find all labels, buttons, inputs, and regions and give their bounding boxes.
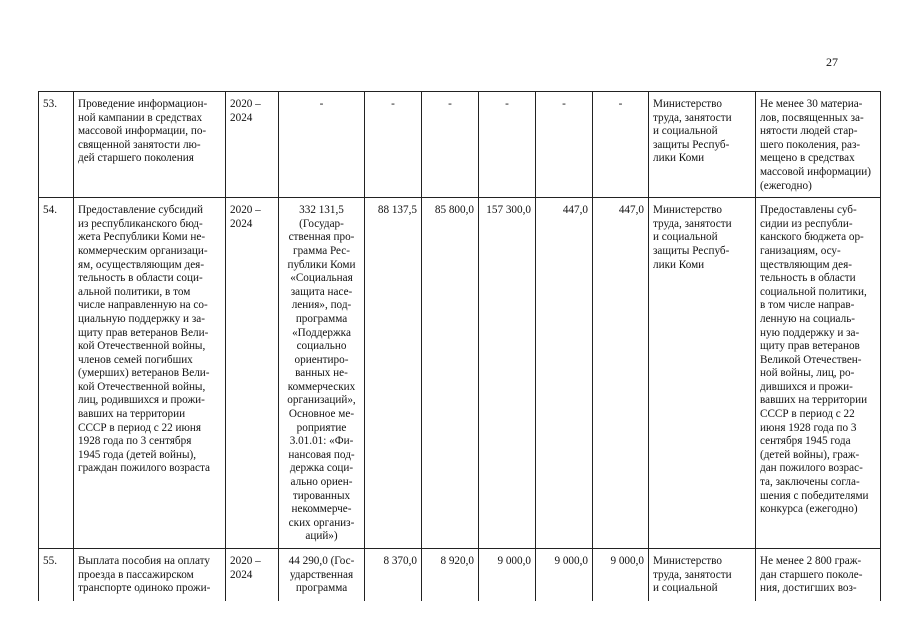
table-row (39, 549, 881, 601)
funding-total: - (319, 98, 324, 110)
table-row (39, 198, 881, 549)
funding-year-2: 8 920,0 (440, 555, 474, 567)
row-number: 54. (43, 204, 57, 217)
executor: Министерство труда, занятости и социальной защиты Респуб- лики Коми (653, 98, 732, 165)
funding-year-2: - (448, 98, 452, 110)
funding-year-5: - (618, 98, 623, 110)
expected-result: Не менее 2 800 граж- дан старшего поколе- ния, достигших воз- (760, 555, 863, 595)
funding-total: 332 131,5 (Государ- ственная про- грамма Рес- публики Коми «Социальная защита насе- ления», под- программа «Поддержка социально ориентиро- ванных не- коммерческих организаций», Основное ме- роприятие 3.01.01: «Фи- нансовая под- держка соци- ально ориен- тированных некоммерче- ских организ- аций») (287, 204, 356, 543)
funding-year-1: 8 370,0 (383, 555, 417, 567)
funding-year-4: - (562, 98, 566, 110)
expected-result: Предоставлены суб- сидии из республи- канского бюджета ор- ганизациям, осу- ществляющим дея- тельность в области социальной политики, в том числе направ- ленную на социаль- ную поддержку и за- щиту прав ветеранов Великой Отечествен- ной войны, лиц, ро- дившихся и прожи- вавших на территории СССР в период с 22 июня 1928 года по 3 сентября 1945 года (детей войны), граж- дан пожилого возрас- та, заключены согла- шения с победителями конкурса (ежегодно) (760, 204, 869, 516)
period: 2020 – 2024 (230, 555, 261, 581)
funding-year-5: 447,0 (618, 204, 644, 217)
row-number: 55. (43, 555, 57, 567)
period: 2020 – 2024 (230, 98, 261, 124)
funding-year-1: 88 137,5 (377, 204, 417, 217)
funding-year-3: - (505, 98, 509, 110)
funding-year-3: 9 000,0 (497, 555, 531, 567)
page-number: 27 (826, 55, 838, 69)
funding-year-4: 9 000,0 (554, 555, 588, 567)
executor: Министерство труда, занятости и социальной защиты Респуб- лики Коми (653, 204, 732, 271)
row-number: 53. (43, 98, 57, 110)
measure-name: Выплата пособия на оплату проезда в пассажирском транспорте одиноко прожи- (78, 555, 211, 595)
period: 2020 – 2024 (230, 204, 261, 230)
funding-year-5: 9 000,0 (610, 555, 644, 567)
funding-year-1: - (391, 98, 395, 110)
expected-result: Не менее 30 материа- лов, посвященных за- нятости людей стар- шего поколения, раз- мещено в средствах массовой информации) (ежегодно) (760, 98, 871, 192)
funding-year-3: 157 300,0 (486, 204, 531, 217)
measure-name: Проведение информацион- ной кампании в средствах массовой информации, по- священной занятости лю- дей старшего поколения (78, 98, 208, 165)
measures-table (38, 91, 881, 601)
funding-total: 44 290,0 (Гос- ударственная программа (288, 555, 355, 595)
funding-year-2: 85 800,0 (434, 204, 474, 217)
funding-year-4: 447,0 (562, 204, 588, 217)
executor: Министерство труда, занятости и социальной (653, 555, 732, 595)
table-row (39, 92, 881, 198)
measure-name: Предоставление субсидий из республиканского бюд- жета Республики Коми не- коммерческим организаци- ям, осуществляющим дея- тельность в области соци- альной политики, в том числе направленную на со- циальную поддержку и за- щиту прав ветеранов Вели- кой Отечественной войны, членов семей погибших (умерших) ветеранов Вели- кой Отечественной войны, лиц, родившихся и прожи- вавших на территории СССР в период с 22 июня 1928 года по 3 сентября 1945 года (детей войны), граждан пожилого возраста (78, 204, 210, 475)
